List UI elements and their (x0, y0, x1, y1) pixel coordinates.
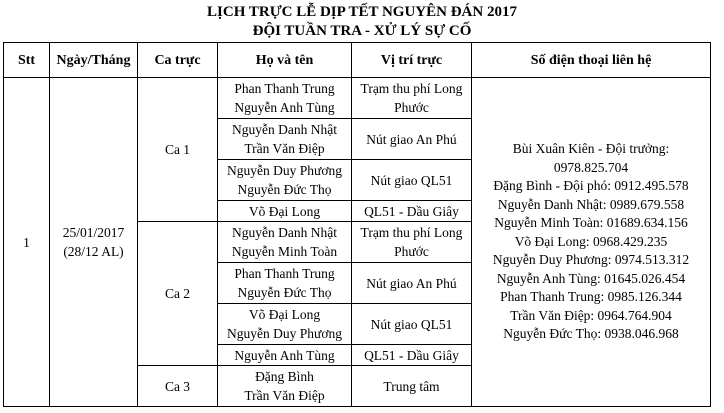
staff-name: Nguyễn Duy Phương (227, 163, 342, 178)
contact-line: Nguyễn Đức Thọ: 0938.046.968 (503, 326, 679, 342)
contact-cell (472, 78, 711, 407)
staff-name: Nguyễn Danh Nhật (232, 122, 337, 137)
page-subtitle: ĐỘI TUẦN TRA - XỬ LÝ SỰ CỐ (252, 23, 472, 39)
contact-line: Bùi Xuân Kiên - Đội trưởng: (512, 141, 670, 157)
position-cell: Nút giao An Phú (352, 263, 472, 304)
staff-name: Trần Văn Điệp (244, 388, 325, 403)
name-cell (218, 366, 352, 407)
staff-name: Nguyễn Anh Tùng (234, 100, 335, 115)
name-cell (218, 304, 352, 345)
header-stt: Stt (4, 43, 50, 78)
position-cell: Nút giao An Phú (352, 119, 472, 160)
staff-name: Phan Thanh Trung (234, 266, 335, 281)
position-cell: QL51 - Dầu Giây (352, 201, 472, 222)
contact-line: 0978.825.704 (553, 159, 629, 175)
header-date: Ngày/Tháng (50, 43, 138, 78)
shift-cell: Ca 3 (138, 366, 218, 407)
position-text: Phước (394, 244, 429, 259)
staff-name: Võ Đại Long (248, 307, 321, 322)
shift-cell: Ca 2 (138, 222, 218, 366)
staff-name: Nguyễn Danh Nhật (232, 225, 337, 240)
header-phone: Số điện thoại liên hệ (472, 43, 711, 78)
page-title: LỊCH TRỰC LỄ DỊP TẾT NGUYÊN ĐÁN 2017 (207, 4, 517, 20)
position-cell (352, 222, 472, 263)
position-text: Trạm thu phí Long (360, 225, 463, 240)
position-text: Phước (394, 100, 429, 115)
name-cell (218, 78, 352, 119)
stt-cell: 1 (4, 78, 50, 407)
name-cell: Võ Đại Long (218, 201, 352, 222)
position-cell: Nút giao QL51 (352, 160, 472, 201)
header-row (4, 43, 711, 78)
contact-line: Nguyễn Duy Phương: 0974.513.312 (492, 252, 690, 268)
header-name: Họ và tên (218, 43, 352, 78)
name-cell (218, 160, 352, 201)
date-cell (50, 78, 138, 407)
lunar-date-text: (28/12 AL) (63, 244, 124, 259)
staff-name: Nguyễn Minh Toàn (231, 244, 338, 259)
header-position: Vị trí trực (352, 43, 472, 78)
contact-line: Nguyễn Danh Nhật: 0989.679.558 (497, 196, 685, 212)
position-cell (352, 78, 472, 119)
staff-name: Nguyễn Đức Thọ (237, 285, 332, 300)
name-cell (218, 263, 352, 304)
contact-line: Nguyễn Minh Toàn: 01689.634.156 (494, 215, 688, 231)
duty-schedule-table (3, 42, 711, 407)
staff-name: Nguyễn Duy Phương (227, 326, 342, 341)
table-row (4, 78, 711, 119)
position-cell: Trung tâm (352, 366, 472, 407)
contact-line: Trần Văn Điệp: 0964.764.904 (510, 307, 672, 323)
contact-line: Phan Thanh Trung: 0985.126.344 (500, 289, 682, 305)
date-text: 25/01/2017 (62, 225, 125, 240)
staff-name: Phan Thanh Trung (234, 81, 335, 96)
position-cell: QL51 - Dầu Giây (352, 345, 472, 366)
staff-name: Trần Văn Điệp (244, 141, 325, 156)
shift-cell: Ca 1 (138, 78, 218, 222)
name-cell (218, 119, 352, 160)
contact-line: Nguyễn Anh Tùng: 01645.026.454 (496, 270, 686, 286)
name-cell: Nguyễn Anh Tùng (218, 345, 352, 366)
name-cell (218, 222, 352, 263)
header-shift: Ca trực (138, 43, 218, 78)
contact-line: Đặng Bình - Đội phó: 0912.495.578 (493, 178, 689, 194)
staff-name: Đặng Bình (255, 369, 314, 384)
position-cell: Nút giao QL51 (352, 304, 472, 345)
contact-line: Võ Đại Long: 0968.429.235 (514, 233, 668, 249)
position-text: Trạm thu phí Long (360, 81, 463, 96)
staff-name: Nguyễn Đức Thọ (237, 182, 332, 197)
